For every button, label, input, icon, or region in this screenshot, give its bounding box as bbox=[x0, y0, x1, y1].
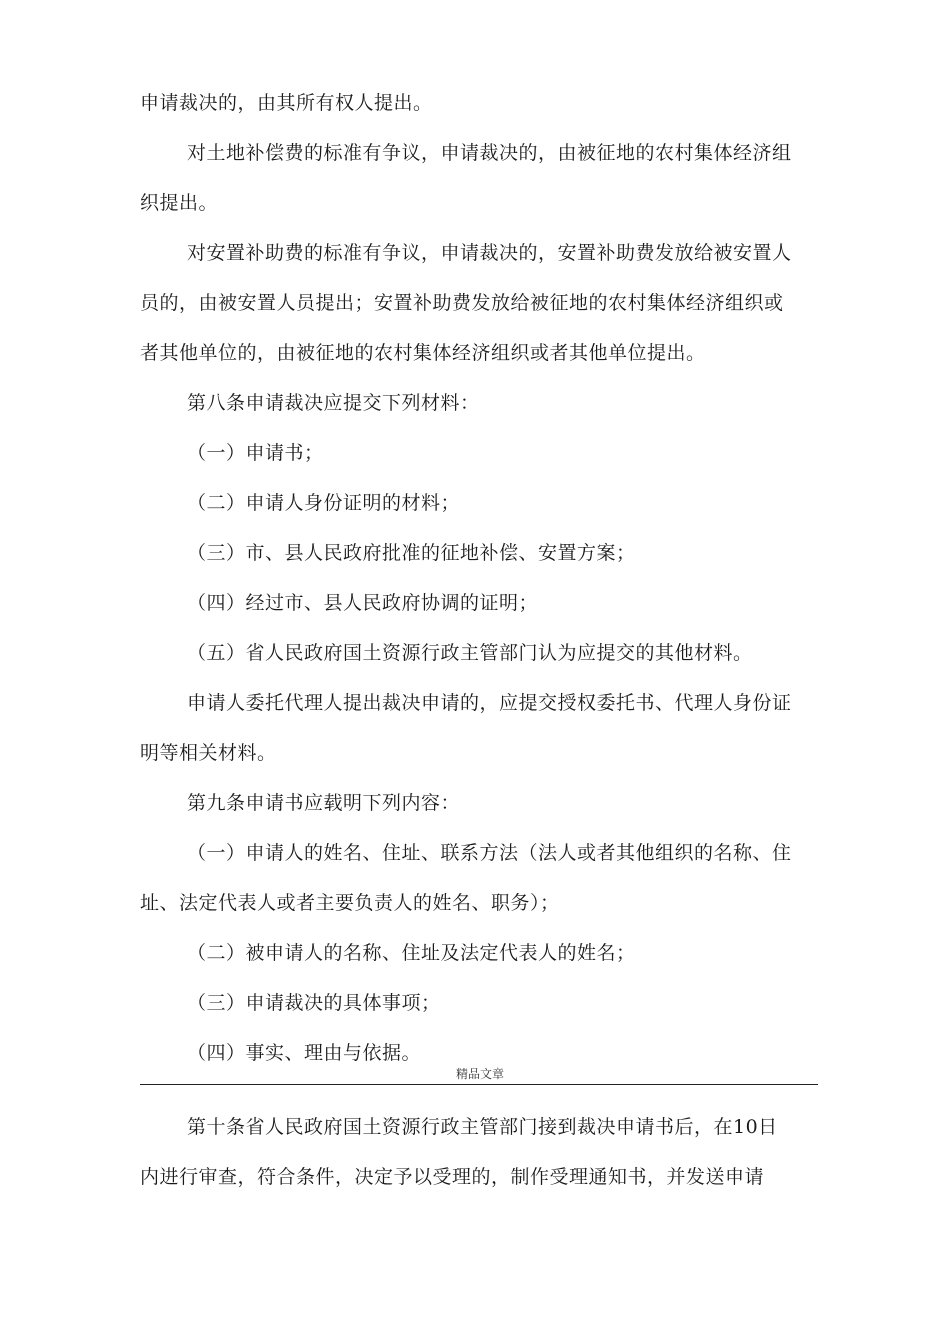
text-line: 申请裁决的，由其所有权人提出。 bbox=[140, 92, 433, 114]
list-item: （五）省人民政府国土资源行政主管部门认为应提交的其他材料。 bbox=[187, 642, 753, 664]
list-item: （一）申请人的姓名、住址、联系方法（法人或者其他组织的名称、住 bbox=[187, 842, 792, 864]
list-item: （三）申请裁决的具体事项； bbox=[187, 992, 441, 1014]
text-line: 对安置补助费的标准有争议，申请裁决的，安置补助费发放给被安置人 bbox=[187, 242, 792, 264]
text-line: 员的，由被安置人员提出；安置补助费发放给被征地的农村集体经济组织或 bbox=[140, 292, 784, 314]
list-item: （二）被申请人的名称、住址及法定代表人的姓名； bbox=[187, 942, 636, 964]
text-line: 明等相关材料。 bbox=[140, 742, 277, 764]
list-item: （二）申请人身份证明的材料； bbox=[187, 492, 461, 514]
page-footer-label: 精品文章 bbox=[455, 1067, 504, 1081]
text-line: 对土地补偿费的标准有争议，申请裁决的，由被征地的农村集体经济组 bbox=[187, 142, 792, 164]
article-heading: 第八条申请裁决应提交下列材料： bbox=[187, 392, 480, 414]
article-heading: 第九条申请书应载明下列内容： bbox=[187, 792, 461, 814]
list-item: （四）事实、理由与依据。 bbox=[187, 1042, 422, 1064]
article-heading: 第十条省人民政府国土资源行政主管部门接到裁决申请书后，在10日 bbox=[187, 1116, 778, 1138]
list-item: （三）市、县人民政府批准的征地补偿、安置方案； bbox=[187, 542, 636, 564]
footer-divider bbox=[140, 1084, 818, 1085]
text-line: 织提出。 bbox=[140, 192, 219, 214]
text-line: 者其他单位的，由被征地的农村集体经济组织或者其他单位提出。 bbox=[140, 342, 706, 364]
text-line: 内进行审查，符合条件，决定予以受理的，制作受理通知书，并发送申请 bbox=[140, 1166, 765, 1188]
list-item: 址、法定代表人或者主要负责人的姓名、职务）； bbox=[140, 892, 560, 914]
text-line: 申请人委托代理人提出裁决申请的，应提交授权委托书、代理人身份证 bbox=[187, 692, 792, 714]
list-item: （四）经过市、县人民政府协调的证明； bbox=[187, 592, 539, 614]
list-item: （一）申请书； bbox=[187, 442, 324, 464]
